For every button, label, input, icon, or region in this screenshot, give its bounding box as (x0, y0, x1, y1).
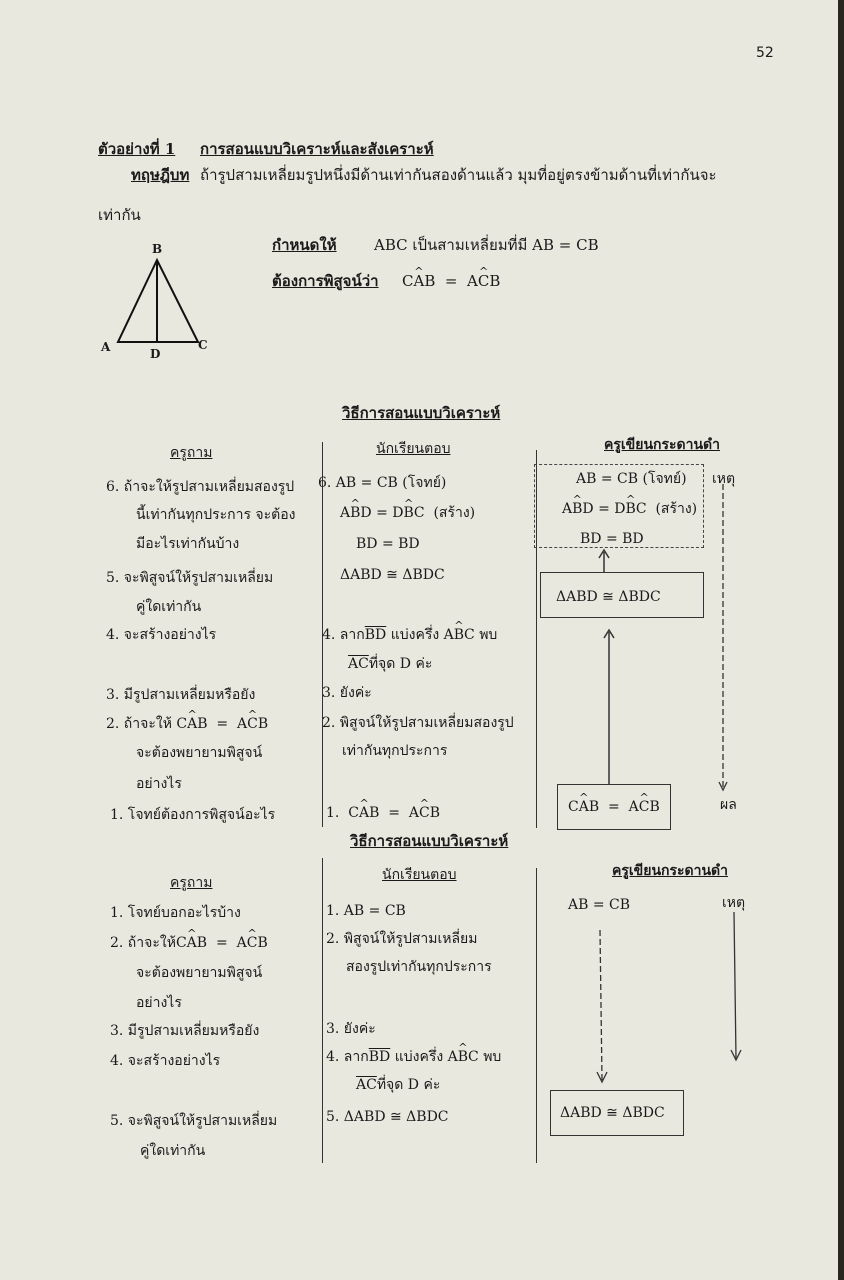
vertex-label-b: B (152, 242, 163, 256)
synthesis-q1: 1. โจทย์บอกอะไรบ้าง (110, 905, 241, 921)
synthesis-col-teacher: ครูถาม (170, 875, 213, 891)
page-number: 52 (756, 45, 774, 61)
synthesis-q2-line2: จะต้องพยายามพิสูจน์ (136, 965, 263, 981)
analysis-q6-line1: 6. ถ้าจะให้รูปสามเหลี่ยมสองรูป (106, 479, 295, 495)
synthesis-a3: 3. ยังค่ะ (326, 1021, 376, 1037)
analysis-a4-line2: $\overline{AC}$ที่จุด D ค่ะ (348, 656, 433, 672)
synthesis-a1: 1. AB = CB (326, 903, 406, 919)
analysis-a4-line1: 4. ลาก$\overline{BD}$ แบ่งครึ่ง A^ BC พบ (322, 626, 497, 644)
synthesis-q4: 4. จะสร้างอย่างไร (110, 1053, 221, 1069)
example-title: การสอนแบบวิเคราะห์และสังเคราะห์ (200, 140, 434, 158)
prove-label: ต้องการพิสูจน์ว่า (272, 272, 379, 290)
analysis-board-cong: ΔABD ≅ ΔBDC (556, 589, 661, 605)
synthesis-col-board: ครูเขียนกระดานดำ (612, 863, 729, 879)
analysis-q5-line1: 5. จะพิสูจน์ให้รูปสามเหลี่ยม (106, 570, 274, 586)
vertex-label-c: C (198, 338, 208, 352)
analysis-cause-label: เหตุ (712, 471, 736, 487)
analysis-a6-line3: BD = BD (356, 536, 420, 552)
analysis-col-student: นักเรียนตอบ (376, 441, 451, 457)
analysis-q5-line2: คู่ใดเท่ากัน (136, 599, 202, 615)
analysis-q2-line2: จะต้องพยายามพิสูจน์ (136, 745, 263, 761)
synthesis-q2-line1: 2. ถ้าจะให้C^ AB = A^ CB (110, 934, 268, 952)
analysis-effect-label: ผล (720, 797, 737, 813)
theorem-text-line1: ถ้ารูปสามเหลี่ยมรูปหนึ่งมีด้านเท่ากันสองด้านแล้ว มุมที่อยู่ตรงข้ามด้านที่เท่ากันจะ (200, 166, 717, 184)
analysis-board-bd: BD = BD (580, 531, 644, 547)
analysis-a1: 1. C^ AB = A^ CB (326, 804, 440, 822)
synthesis-col-student: นักเรียนตอบ (382, 867, 457, 883)
synthesis-board-ab: AB = CB (568, 897, 631, 913)
analysis-a6-line1: 6. AB = CB (โจทย์) (318, 475, 447, 491)
synthesis-q5-line2: คู่ใดเท่ากัน (140, 1143, 206, 1159)
synthesis-board-cong: ΔABD ≅ ΔBDC (560, 1105, 665, 1121)
analysis-col-teacher: ครูถาม (170, 445, 213, 461)
example-label: ตัวอย่างที่ 1 (98, 140, 176, 158)
synthesis-a4-line2: $\overline{AC}$ที่จุด D ค่ะ (356, 1077, 441, 1093)
analysis-board-angle: A^ BD = D^ BC (สร้าง) (562, 500, 697, 518)
synthesis-a2-line2: สองรูปเท่ากันทุกประการ (346, 959, 492, 975)
analysis-heading: วิธีการสอนแบบวิเคราะห์ (342, 404, 501, 422)
synthesis-a4-line1: 4. ลาก$\overline{BD}$ แบ่งครึ่ง A^ BC พบ (326, 1048, 501, 1066)
given-label: กำหนดให้ (272, 236, 337, 254)
analysis-q1: 1. โจทย์ต้องการพิสูจน์อะไร (110, 807, 276, 823)
synthesis-a5: 5. ΔABD ≅ ΔBDC (326, 1109, 449, 1125)
given-text: ABC เป็นสามเหลี่ยมที่มี AB = CB (374, 236, 599, 254)
vertex-label-a: A (101, 340, 111, 354)
analysis-q2-line1: 2. ถ้าจะให้ C^ AB = A^ CB (106, 715, 268, 733)
synthesis-q5-line1: 5. จะพิสูจน์ให้รูปสามเหลี่ยม (110, 1113, 278, 1129)
analysis-q6-line2: นี้เท่ากันทุกประการ จะต้อง (136, 507, 296, 523)
prove-statement: C^ AB = A^ CB (402, 272, 500, 290)
synthesis-q2-line3: อย่างไร (136, 995, 182, 1011)
synthesis-cause-label: เหตุ (722, 895, 746, 911)
analysis-col-board: ครูเขียนกระดานดำ (604, 437, 721, 453)
analysis-q6-line3: มีอะไรเท่ากันบ้าง (136, 536, 240, 552)
theorem-text-line2: เท่ากัน (98, 206, 141, 224)
analysis-a5: ΔABD ≅ ΔBDC (340, 567, 445, 583)
synthesis-a2-line1: 2. พิสูจน์ให้รูปสามเหลี่ยม (326, 931, 478, 947)
analysis-a2-line2: เท่ากันทุกประการ (342, 743, 448, 759)
synthesis-heading: วิธีการสอนแบบวิเคราะห์ (350, 832, 509, 850)
analysis-board-ab: AB = CB (โจทย์) (576, 471, 687, 487)
analysis-a3: 3. ยังค่ะ (322, 685, 372, 701)
analysis-board-result: C^ AB = A^ CB (568, 798, 660, 816)
analysis-q2-line3: อย่างไร (136, 776, 182, 792)
analysis-q3: 3. มีรูปสามเหลี่ยมหรือยัง (106, 687, 256, 703)
theorem-label: ทฤษฎีบท (131, 166, 190, 184)
vertex-label-d: D (150, 347, 161, 361)
analysis-q4: 4. จะสร้างอย่างไร (106, 627, 217, 643)
synthesis-q3: 3. มีรูปสามเหลี่ยมหรือยัง (110, 1023, 260, 1039)
analysis-a6-line2: A^ BD = D^ BC (สร้าง) (340, 504, 475, 522)
analysis-a2-line1: 2. พิสูจน์ให้รูปสามเหลี่ยมสองรูป (322, 715, 514, 731)
